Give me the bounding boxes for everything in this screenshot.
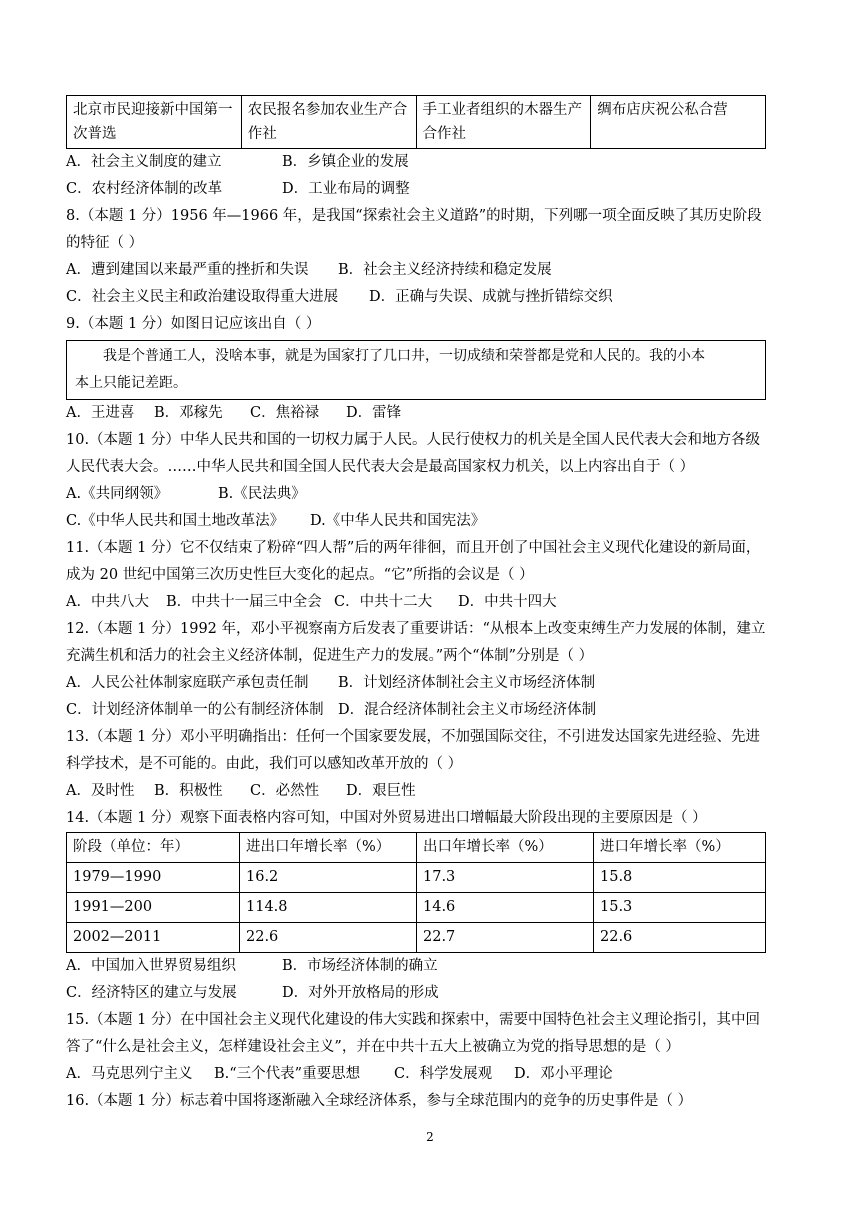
q7-option-a[interactable]: A．社会主义制度的建立	[66, 154, 222, 170]
q13-stem-line1: 13.（本题 1 分）邓小平明确指出：任何一个国家要发展，不加强国际交往，不引进发达国家先进经验、先进	[66, 729, 760, 745]
q15-option-d[interactable]: D．邓小平理论	[514, 1066, 613, 1082]
table-cell: 17.3	[417, 863, 594, 893]
q9-options	[66, 400, 766, 427]
q12-options-row1	[66, 670, 766, 697]
q9-option-c[interactable]: C．焦裕禄	[250, 405, 320, 421]
q13-option-d[interactable]: D．艰巨性	[346, 783, 416, 799]
table-header-row	[67, 833, 766, 863]
q14-option-d[interactable]: D．对外开放格局的形成	[282, 985, 439, 1001]
q15-options	[66, 1061, 766, 1088]
q8-stem-line1: 8.（本题 1 分）1956 年—1966 年，是我国“探索社会主义道路”的时期，下列哪一项全面反映了其历史阶段	[66, 208, 762, 224]
q13-option-b[interactable]: B．积极性	[154, 783, 223, 799]
q10-option-a[interactable]: A.《共同纲领》	[66, 486, 169, 502]
table-cell: 22.6	[594, 923, 766, 953]
table-cell: 14.6	[417, 893, 594, 923]
q9-option-b[interactable]: B．邓稼先	[154, 405, 223, 421]
q15-stem-line2: 答了“什么是社会主义，怎样建设社会主义”，并在中共十五大上被确立为党的指导思想的是（ ）	[66, 1039, 680, 1055]
q15-option-c[interactable]: C．科学发展观	[394, 1066, 493, 1082]
q14-options-row1	[66, 953, 766, 980]
q15-option-b[interactable]: B.“三个代表”重要思想	[214, 1066, 361, 1082]
q7-option-c[interactable]: C．农村经济体制的改革	[66, 181, 223, 197]
q8-option-c[interactable]: C．社会主义民主和政治建设取得重大进展	[66, 289, 339, 305]
q16-stem: 16.（本题 1 分）标志着中国将逐渐融入全球经济体系，参与全球范围内的竞争的历史事件是（ ）	[66, 1093, 693, 1109]
table-row	[67, 863, 766, 893]
q10-option-c[interactable]: C.《中华人民共和国土地改革法》	[66, 513, 285, 529]
q14-options-row2	[66, 980, 766, 1007]
q13-option-a[interactable]: A．及时性	[66, 783, 135, 799]
table-header-cell: 出口年增长率（%）	[417, 833, 594, 863]
q14-option-c[interactable]: C．经济特区的建立与发展	[66, 985, 237, 1001]
q12-options-row2	[66, 697, 766, 724]
q14-stem: 14.（本题 1 分）观察下面表格内容可知，中国对外贸易进出口增幅最大阶段出现的主要原因是（ ）	[66, 810, 707, 826]
q13-option-c[interactable]: C．必然性	[250, 783, 320, 799]
page-number: 2	[426, 1130, 434, 1144]
table-cell: 15.8	[594, 863, 766, 893]
q9-option-a[interactable]: A．王进喜	[66, 405, 135, 421]
q9-option-d[interactable]: D．雷锋	[346, 405, 402, 421]
q9-stem: 9.（本题 1 分）如图日记应该出自（ ）	[66, 316, 321, 332]
exam-content	[66, 95, 766, 1115]
q8-stem-line2: 的特征（ ）	[66, 235, 144, 251]
q12-option-a[interactable]: A．人民公社体制家庭联产承包责任制	[66, 675, 309, 691]
caption-cell: 手工业者组织的木器生产合作社	[416, 96, 591, 149]
q15-option-a[interactable]: A．马克思列宁主义	[66, 1066, 193, 1082]
q10-stem-line2: 人民代表大会。……中华人民共和国全国人民代表大会是最高国家权力机关，以上内容出自于（ ）	[66, 459, 695, 475]
table-header-cell: 进出口年增长率（%）	[240, 833, 417, 863]
q9-quote-line1: 我是个普通工人，没啥本事，就是为国家打了几口井，一切成绩和荣誉都是党和人民的。我的小本	[103, 348, 705, 364]
q11-option-a[interactable]: A．中共八大	[66, 594, 149, 610]
table-cell: 114.8	[240, 893, 417, 923]
q12-option-b[interactable]: B．计划经济体制社会主义市场经济体制	[338, 675, 596, 691]
q11-options	[66, 589, 766, 616]
q8-option-b[interactable]: B．社会主义经济持续和稳定发展	[338, 262, 552, 278]
table-header-cell: 阶段（单位：年）	[67, 833, 240, 863]
q13-options	[66, 778, 766, 805]
q14-option-a[interactable]: A．中国加入世界贸易组织	[66, 958, 236, 974]
q10-options-row1	[66, 481, 766, 508]
q8-options-row1	[66, 257, 766, 284]
q12-stem-line1: 12.（本题 1 分）1992 年，邓小平视察南方后发表了重要讲话：“从根本上改变束缚生产力发展的体制，建立	[66, 621, 766, 637]
q14-option-b[interactable]: B．市场经济体制的确立	[282, 958, 438, 974]
caption-cell: 绸布店庆祝公私合营	[591, 96, 766, 149]
q11-option-c[interactable]: C．中共十二大	[334, 594, 433, 610]
q12-stem-line2: 充满生机和活力的社会主义经济体制，促进生产力的发展。”两个“体制”分别是（ ）	[66, 648, 594, 664]
q9-quote-line2: 本上只能记差距。	[75, 375, 187, 391]
q7-option-b[interactable]: B．乡镇企业的发展	[282, 154, 409, 170]
table-cell: 1991—200	[67, 893, 240, 923]
q8-options-row2	[66, 284, 766, 311]
table-cell: 16.2	[240, 863, 417, 893]
table-row	[67, 923, 766, 953]
q15-stem-line1: 15.（本题 1 分）在中国社会主义现代化建设的伟大实践和探索中，需要中国特色社会主义理论指引，其中回	[66, 1012, 760, 1028]
q7-option-d[interactable]: D．工业布局的调整	[282, 181, 410, 197]
q13-stem-line2: 科学技术，是不可能的。由此，我们可以感知改革开放的（ ）	[66, 756, 463, 772]
q8-option-a[interactable]: A．遭到建国以来最严重的挫折和失误	[66, 262, 309, 278]
q7-options-row2	[66, 176, 766, 203]
table-cell: 22.6	[240, 923, 417, 953]
table-row	[67, 893, 766, 923]
q10-option-d[interactable]: D.《中华人民共和国宪法》	[310, 513, 486, 529]
table-cell: 15.3	[594, 893, 766, 923]
q10-options-row2	[66, 508, 766, 535]
q11-stem-line2: 成为 20 世纪中国第三次历史性巨大变化的起点。“它”所指的会议是（ ）	[66, 567, 534, 583]
q7-options-row1	[66, 149, 766, 176]
q10-option-b[interactable]: B.《民法典》	[218, 486, 306, 502]
caption-cell: 农民报名参加农业生产合作社	[241, 96, 416, 149]
table-cell: 22.7	[417, 923, 594, 953]
q10-stem-line1: 10.（本题 1 分）中华人民共和国的一切权力属于人民。人民行使权力的机关是全国人民代表大会和地方各级	[66, 432, 760, 448]
q8-option-d[interactable]: D．正确与失误、成就与挫折错综交织	[369, 289, 613, 305]
q9-diary-quote-box	[66, 340, 766, 400]
top-image-caption-table	[66, 95, 766, 149]
table-header-cell: 进口年增长率（%）	[594, 833, 766, 863]
table-cell: 1979—1990	[67, 863, 240, 893]
trade-growth-table	[66, 832, 766, 953]
table-cell: 2002—2011	[67, 923, 240, 953]
q11-option-d[interactable]: D．中共十四大	[458, 594, 557, 610]
q12-option-d[interactable]: D．混合经济体制社会主义市场经济体制	[338, 702, 597, 718]
q11-option-b[interactable]: B．中共十一届三中全会	[166, 594, 322, 610]
q12-option-c[interactable]: C．计划经济体制单一的公有制经济体制	[66, 702, 324, 718]
caption-cell: 北京市民迎接新中国第一次普选	[67, 96, 242, 149]
q11-stem-line1: 11.（本题 1 分）它不仅结束了粉碎“四人帮”后的两年徘徊，而且开创了中国社会主义现代化建设的新局面，	[66, 540, 761, 556]
